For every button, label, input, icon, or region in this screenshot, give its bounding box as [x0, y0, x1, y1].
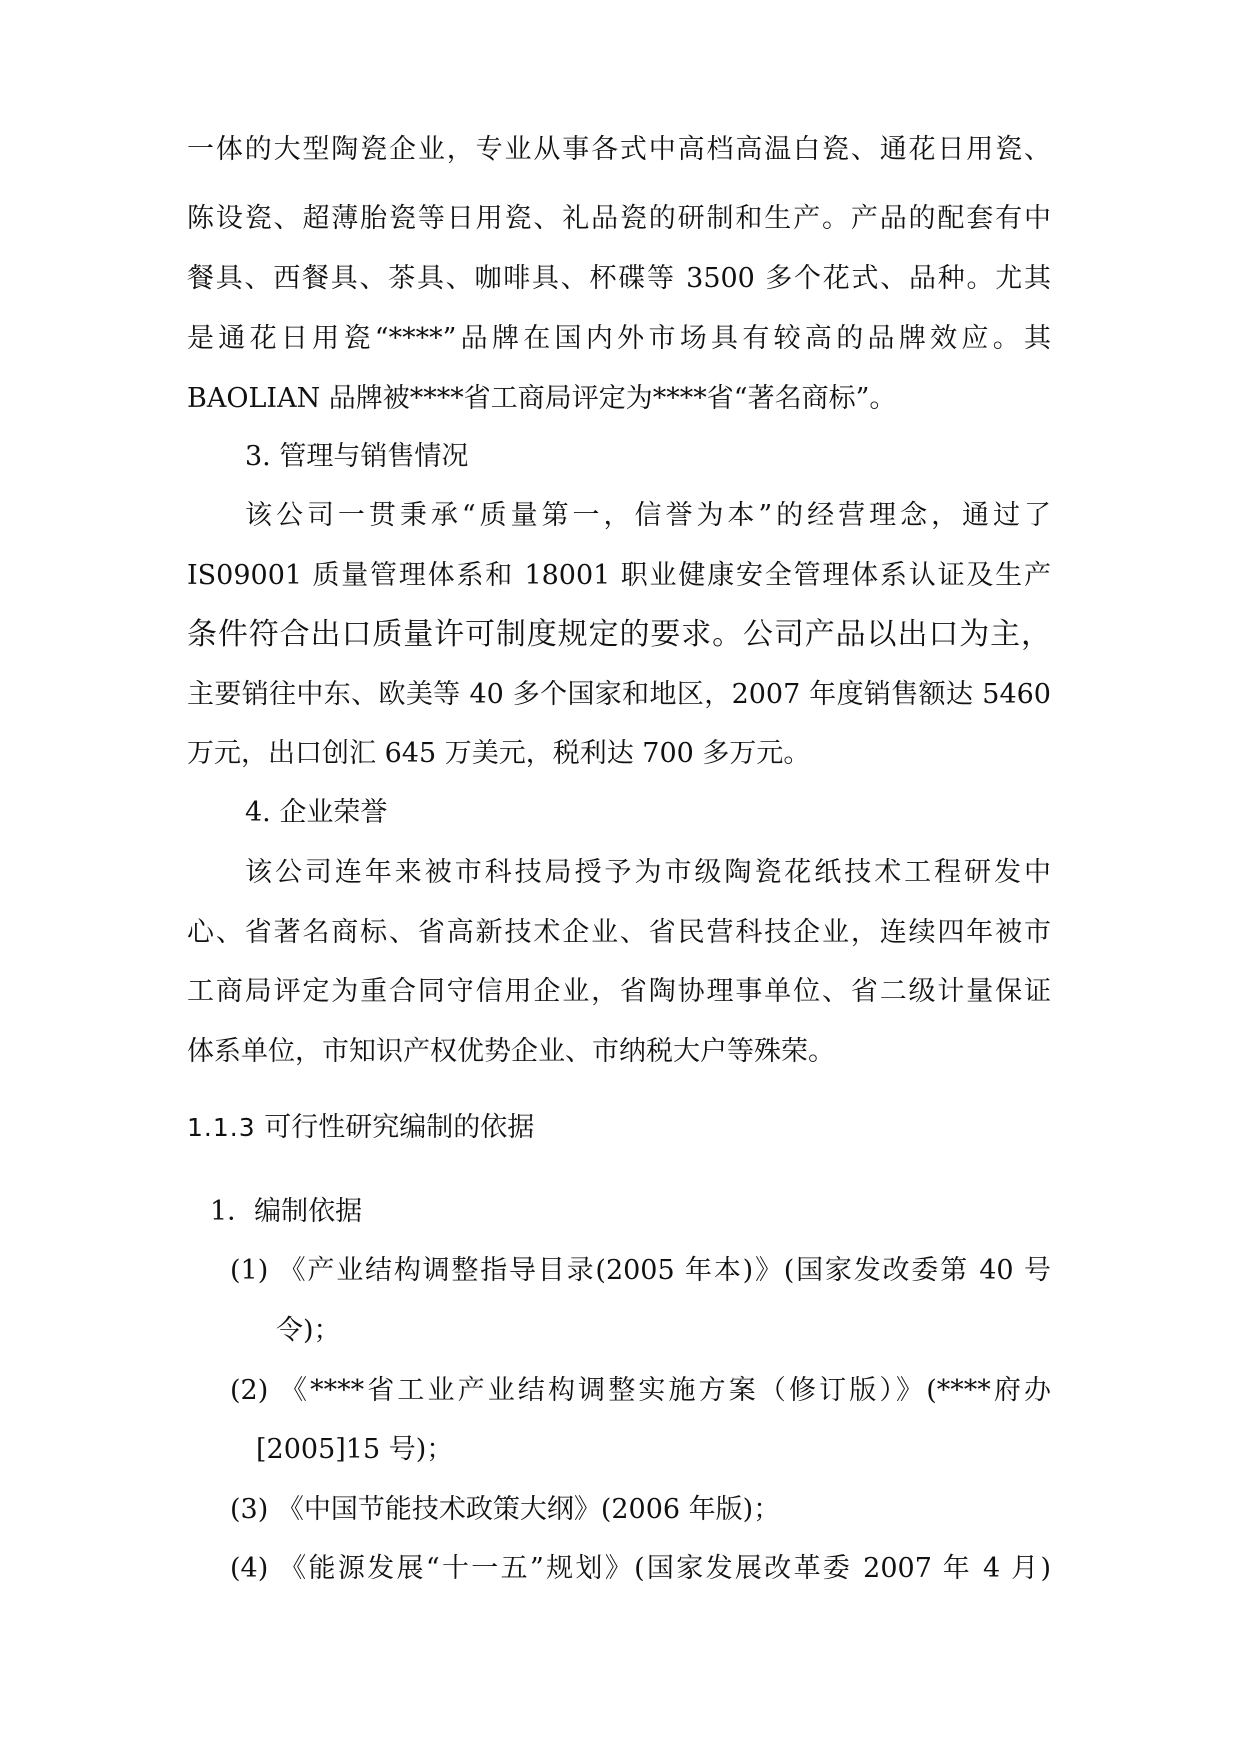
paragraph-line: 心、省著名商标、省高新技术企业、省民营科技企业，连续四年被市 [187, 917, 1051, 948]
paragraph-line: BAOLIAN 品牌被****省工商局评定为****省“著名商标”。 [187, 383, 897, 414]
paragraph-line: 万元，出口创汇 645 万美元，税利达 700 多万元。 [187, 738, 811, 769]
paragraph-line: 陈设瓷、超薄胎瓷等日用瓷、礼品瓷的研制和生产。产品的配套有中 [187, 203, 1051, 234]
paragraph-line: 该公司连年来被市科技局授予为市级陶瓷花纸技术工程研发中 [245, 857, 1051, 888]
paragraph-line: IS09001 质量管理体系和 18001 职业健康安全管理体系认证及生产 [187, 560, 1051, 591]
paragraph-line: 是通花日用瓷“****”品牌在国内外市场具有较高的品牌效应。其 [187, 323, 1051, 354]
paragraph-line: 餐具、西餐具、茶具、咖啡具、杯碟等 3500 多个花式、品种。尤其 [187, 263, 1051, 294]
subsection-number: 1.1.3 [187, 1113, 256, 1142]
list-heading: 1．编制依据 [210, 1196, 363, 1227]
list-item-continuation: 令)； [276, 1315, 341, 1346]
list-item: (1) 《产业结构调整指导目录(2005 年本)》(国家发改委第 40 号 [230, 1255, 1051, 1286]
list-item-continuation: [2005]15 号)； [256, 1434, 454, 1465]
section-heading: 4. 企业荣誉 [245, 797, 388, 828]
list-item: (3) 《中国节能技术政策大纲》(2006 年版)； [230, 1494, 781, 1525]
paragraph-line: 体系单位，市知识产权优势企业、市纳税大户等殊荣。 [187, 1036, 835, 1067]
paragraph-line: 一体的大型陶瓷企业，专业从事各式中高档高温白瓷、通花日用瓷、 [187, 134, 1051, 165]
paragraph-line: 主要销往中东、欧美等 40 多个国家和地区，2007 年度销售额达 5460 [187, 679, 1051, 710]
paragraph-line: 工商局评定为重合同守信用企业，省陶协理事单位、省二级计量保证 [187, 976, 1051, 1007]
subsection-title: 可行性研究编制的依据 [264, 1112, 535, 1143]
list-item: (2) 《****省工业产业结构调整实施方案（修订版）》(****府办 [230, 1375, 1051, 1406]
section-heading: 3. 管理与销售情况 [245, 441, 469, 472]
subsection-heading [187, 1111, 534, 1145]
paragraph-line: 条件符合出口质量许可制度规定的要求。公司产品以出口为主， [187, 617, 1051, 652]
paragraph-line: 该公司一贯秉承“质量第一，信誉为本”的经营理念，通过了 [245, 500, 1051, 531]
list-item: (4) 《能源发展“十一五”规划》(国家发展改革委 2007 年 4 月) [230, 1553, 1051, 1584]
